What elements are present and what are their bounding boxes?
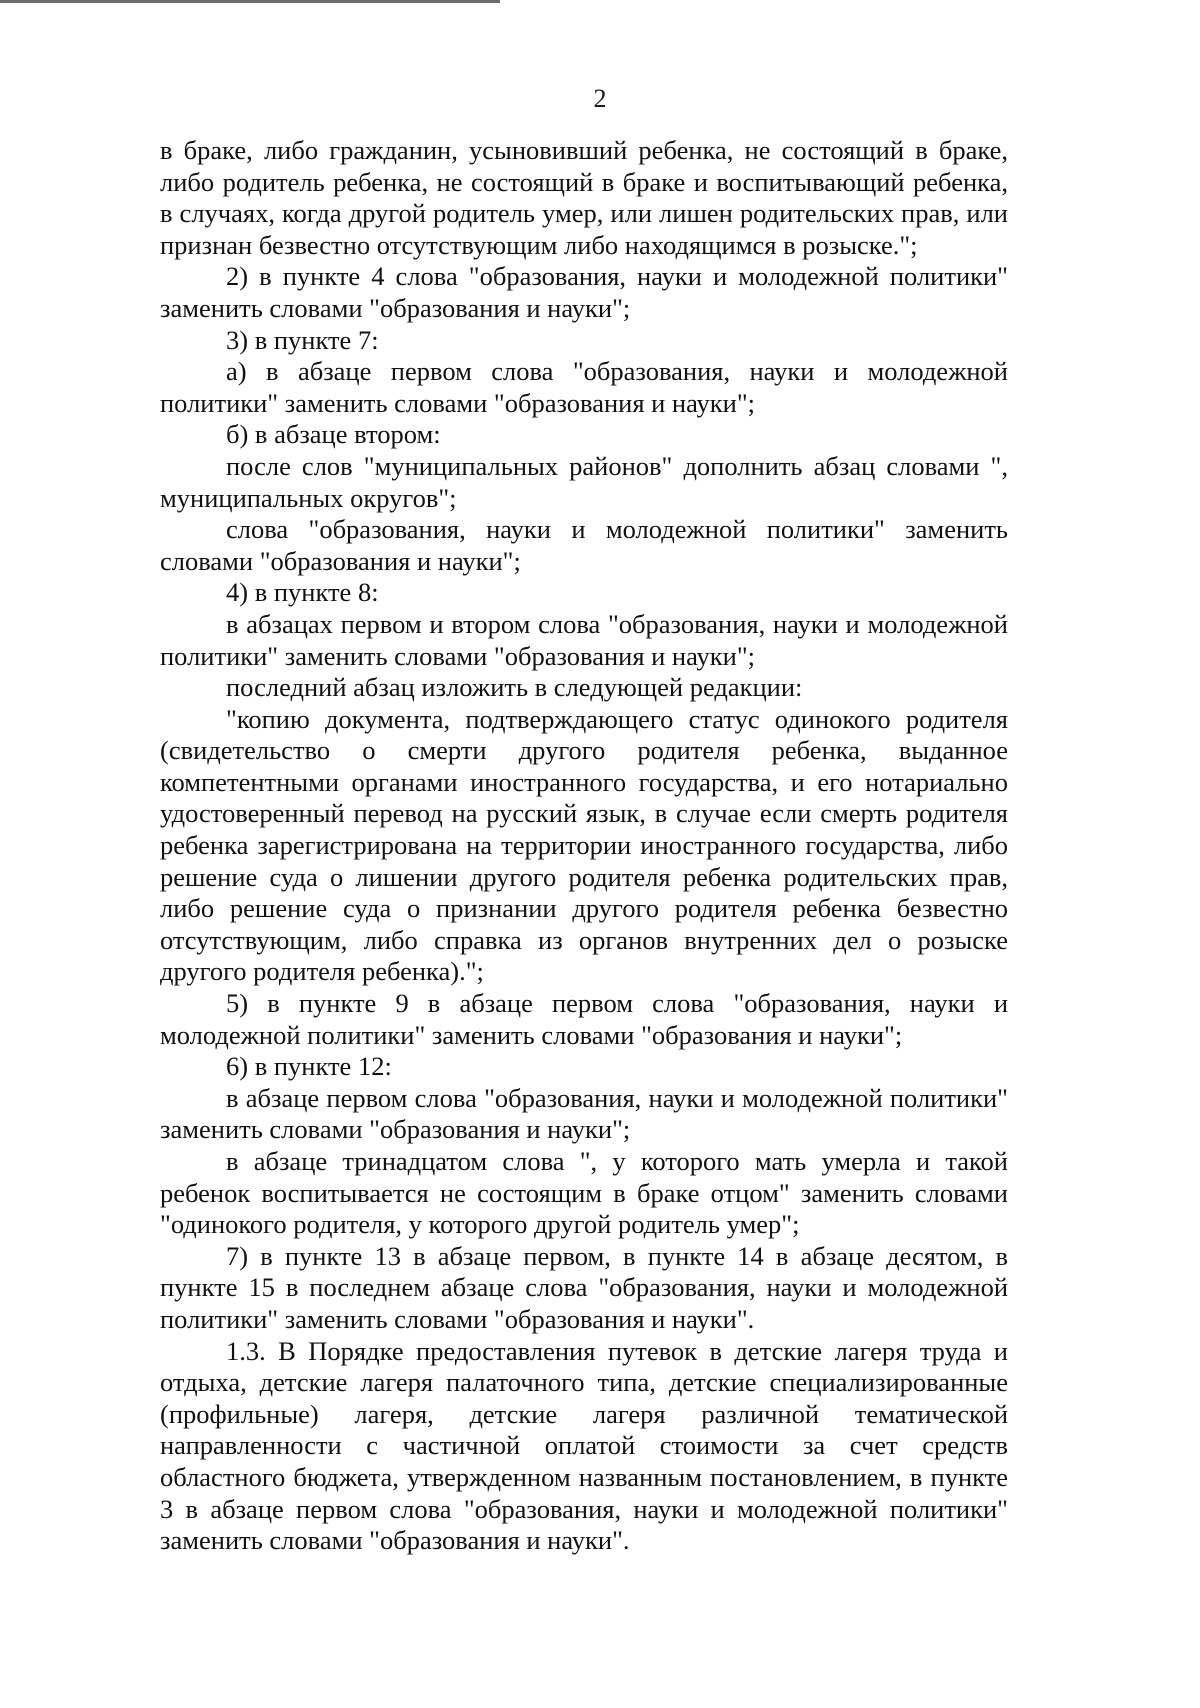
paragraph-item-6: 6) в пункте 12: [226, 1051, 392, 1082]
paragraph-item-4-1: в абзацах первом и втором слова "образования, науки и молодежной политики" заменить словами "образования и науки"; [160, 608, 1008, 671]
paragraph-item-7: 7) в пункте 13 в абзаце первом, в пункте 14 в абзаце десятом, в пункте 15 в последнем абзаце слова "образования, науки и молодежной политики" заменить словами "образования и науки". [160, 1240, 1008, 1334]
paragraph-item-4: 4) в пункте 8: [226, 577, 379, 608]
paragraph-item-3: 3) в пункте 7: [226, 324, 379, 355]
paragraph-item-6-2: в абзаце тринадцатом слова ", у которого мать умерла и такой ребенок воспитывается не состоящим в браке отцом" заменить словами "одинокого родителя, у которого другой родитель умер"; [160, 1146, 1008, 1240]
paragraph-item-5: 5) в пункте 9 в абзаце первом слова "образования, науки и молодежной политики" заменить словами "образования и науки"; [160, 988, 1008, 1050]
paragraph-item-4-2: последний абзац изложить в следующей редакции: [226, 672, 803, 703]
paragraph-continuation: в браке, либо гражданин, усыновивший ребенка, не состоящий в браке, либо родитель ребенка, не состоящий в браке и воспитывающий ребенка, в случаях, когда другой родитель умер, или лишен родительских прав, или признан безвестно отсутствующим либо находящимся в розыске."; [160, 135, 1008, 260]
paragraph-item-3b-2: слова "образования, науки и молодежной политики" заменить словами "образования и науки"; [160, 514, 1008, 576]
paragraph-item-2: 2) в пункте 4 слова "образования, науки и молодежной политики" заменить словами "образования и науки"; [160, 261, 1008, 323]
paragraph-item-3b-1: после слов "муниципальных районов" дополнить абзац словами ", муниципальных округов"; [160, 450, 1008, 513]
paragraph-item-3a: а) в абзаце первом слова "образования, науки и молодежной политики" заменить словами "образования и науки"; [160, 356, 1008, 418]
paragraph-item-3b: б) в абзаце втором: [226, 419, 441, 450]
paragraph-item-4-quote: "копию документа, подтверждающего статус одинокого родителя (свидетельство о смерти другого родителя ребенка, выданное компетентными органами иностранного государства, и его нотариально удостоверенный перевод на русский язык, в случае если смерть родителя ребенка зарегистрирована на территории иностранного государства, либо решение суда о лишении другого родителя ребенка родительских прав, либо решение суда о признании другого родителя ребенка безвестно отсутствующим, либо справка из органов внутренних дел о розыске другого родителя ребенка)."; [160, 703, 1008, 987]
document-body [160, 135, 1008, 1557]
page-number: 2 [593, 84, 607, 113]
paragraph-item-6-1: в абзаце первом слова "образования, науки и молодежной политики" заменить словами "образования и науки"; [160, 1082, 1008, 1145]
paragraph-section-1-3: 1.3. В Порядке предоставления путевок в детские лагеря труда и отдыха, детские лагеря палаточного типа, детские специализированные (профильные) лагеря, детские лагеря различной тематической направленности с частичной оплатой стоимости за счет средств областного бюджета, утвержденном названным постановлением, в пункте 3 в абзаце первом слова "образования, науки и молодежной политики" заменить словами "образования и науки". [160, 1335, 1008, 1556]
scan-edge-line [0, 0, 500, 3]
